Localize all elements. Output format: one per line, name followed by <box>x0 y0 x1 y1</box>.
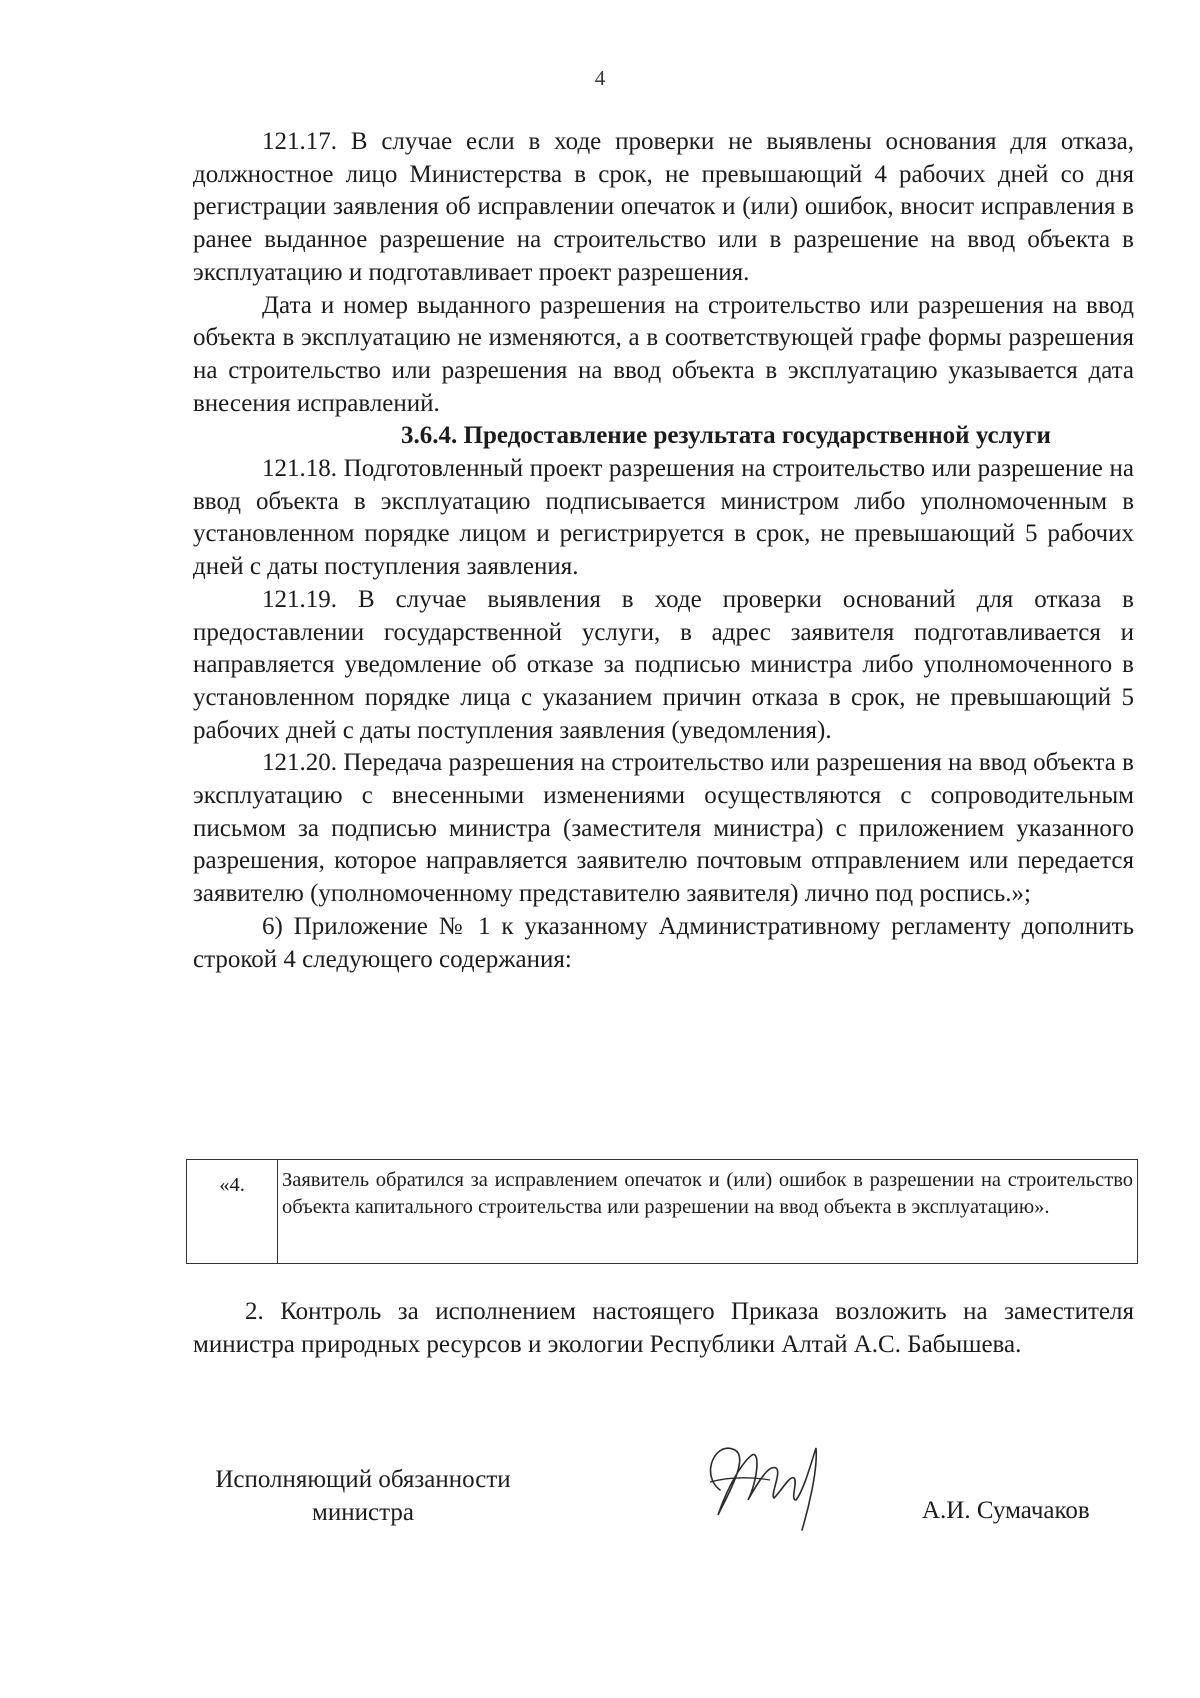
section-heading: 3.6.4. Предоставление результата государственной услуги <box>401 422 1051 450</box>
paragraph-date-number: Дата и номер выданного разрешения на строительство или разрешения на ввод объекта в эксплуатацию не изменяются, а в соответствующей графе формы разрешения на строительство или разрешения на ввод объекта в эксплуатацию указывается дата внесения исправлений. <box>193 291 1134 417</box>
paragraph-control: 2. Контроль за исполнением настоящего Приказа возложить на заместителя министра природных ресурсов и экологии Республики Алтай А.С. Бабышева. <box>193 1298 1134 1358</box>
page-number: 4 <box>594 66 606 90</box>
signatory-title <box>193 1463 533 1529</box>
closing-section <box>193 1296 1134 1361</box>
table-row <box>187 1160 1138 1264</box>
table-cell-text: Заявитель обратился за исправлением опечаток и (или) ошибок в разрешении на строительство объекта капитального строительства или разрешении на ввод объекта в эксплуатацию». <box>278 1160 1138 1264</box>
paragraph-121-20: 121.20. Передача разрешения на строительство или разрешения на ввод объекта в эксплуатацию с внесенными изменениями осуществляются с сопроводительным письмом за подписью министра (заместителя министра) с приложением указанного разрешения, которое направляется заявителю почтовым отправлением или передается заявителю (уполномоченному представителю заявителя) лично под роспись.»; <box>193 749 1134 908</box>
document-body <box>193 126 1134 976</box>
paragraph-121-19: 121.19. В случае выявления в ходе проверки оснований для отказа в предоставлении государственной услуги, в адрес заявителя подготавливается и направляется уведомление об отказе за подписью министра либо уполномоченного в установленном порядке лица с указанием причин отказа в срок, не превышающий 5 рабочих дней с даты поступления заявления (уведомления). <box>193 585 1134 744</box>
paragraph-item-6: 6) Приложение № 1 к указанному Административному регламенту дополнить строкой 4 следующего содержания: <box>193 912 1134 973</box>
appendix-table <box>186 1159 1138 1264</box>
handwritten-signature <box>690 1420 840 1540</box>
paragraph-121-17: 121.17. В случае если в ходе проверки не выявлены основания для отказа, должностное лицо Министерства в срок, не превышающий 4 рабочих дней со дня регистрации заявления об исправлении опечаток и (или) ошибок, вносит исправления в ранее выданное разрешение на строительство или в разрешение на ввод объекта в эксплуатацию и подготавливает проект разрешения. <box>193 128 1134 286</box>
signatory-name: А.И. Сумачаков <box>922 1497 1090 1524</box>
table-cell-number: «4. <box>187 1160 278 1264</box>
signatory-title-line1: Исполняющий обязанности <box>215 1466 511 1493</box>
paragraph-121-18: 121.18. Подготовленный проект разрешения на строительство или разрешение на ввод объекта в эксплуатацию подписывается министром либо уполномоченным в установленном порядке лицом и регистрируется в срок, не превышающий 5 рабочих дней с даты поступления заявления. <box>193 455 1134 581</box>
signatory-title-line2: министра <box>312 1499 414 1526</box>
